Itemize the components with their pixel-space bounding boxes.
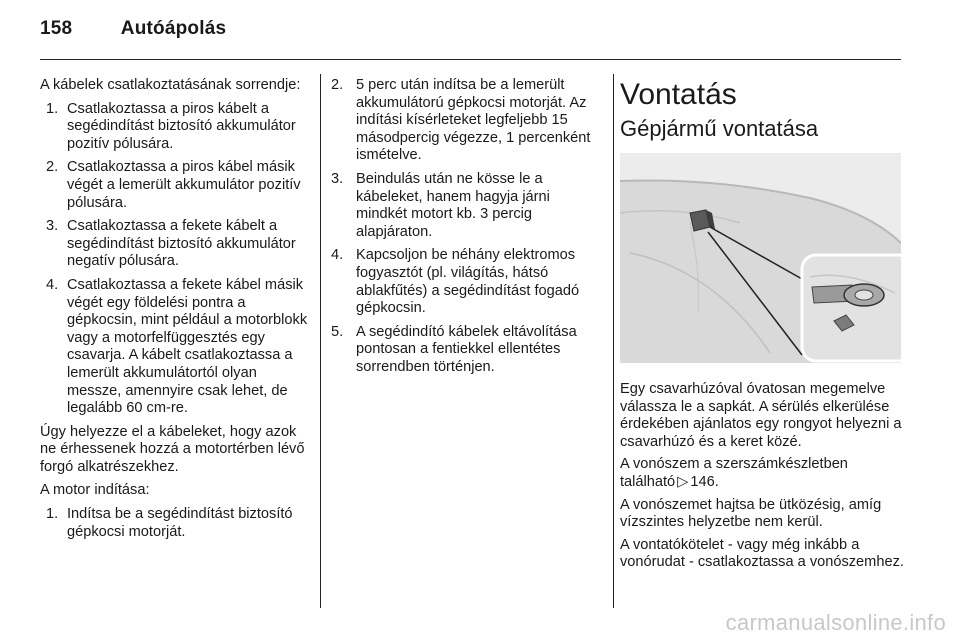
cable-placement-para: Úgy helyezze el a kábeleket, hogy azok ne érhessenek hozzá a motortérben lévő forgó alkatrészekhez.	[40, 423, 305, 475]
screwdriver-para: Egy csavarhúzóval óvatosan megemelve válassza le a sapkát. A sérülés elkerülése érdekében ajánlatos egy rongyot helyezni a csavarhúzó és a keret közé.	[620, 381, 902, 450]
column-middle	[331, 77, 605, 383]
list-item: 3. Beindulás után ne kösse le a kábeleket, hanem hagyja járni mindkét motort kb. 3 percig alapjáraton.	[331, 170, 550, 240]
subsection-heading: Gépjármű vontatása	[620, 116, 819, 141]
arrow-reference-icon: ▷	[677, 473, 689, 490]
page-number: 158	[40, 18, 73, 39]
section-heading: Vontatás	[620, 78, 737, 111]
tow-rope-para: A vontatókötelet - vagy még inkább a vonórudat - csatlakoztassa a vonószemhez.	[620, 536, 904, 571]
column-right	[620, 77, 905, 577]
page-reference[interactable]: 146.	[690, 473, 719, 490]
list-item: 2. 5 perc után indítsa be a lemerült akkumulátorú gépkocsi motorját. Az indítási kísérleteket legfeljebb 15 másodpercig végezze, 1 percenként ismételve.	[331, 77, 591, 164]
start-steps-list	[40, 506, 308, 541]
engine-start-title: A motor indítása:	[40, 482, 150, 499]
section-title: Autóápolás	[120, 18, 227, 39]
list-item: 2. Csatlakoztassa a piros kábel másik végét a lemerült akkumulátor pozitív pólusára.	[46, 159, 301, 211]
watermark: carmanualsonline.info	[725, 610, 946, 635]
towing-eye-location-para: A vonószem a szerszámkészletben található ▷ 146.	[620, 456, 848, 490]
column-left	[40, 77, 308, 547]
cable-order-intro: A kábelek csatlakoztatásának sorrendje:	[40, 77, 301, 93]
column-divider-1	[320, 74, 321, 608]
list-item: 1. Csatlakoztassa a piros kábelt a segédindítást biztosító akkumulátor pozitív pólusára.	[46, 100, 296, 152]
column-divider-2	[613, 74, 614, 608]
header-rule	[40, 59, 901, 60]
list-item: 1. Indítsa be a segédindítást biztosító gépkocsi motorját.	[46, 506, 293, 540]
list-item: 5. A segédindító kábelek eltávolítása pontosan a fentiekkel ellentétes sorrendben történjen.	[331, 323, 577, 375]
screw-in-para: A vonószemet hajtsa be ütközésig, amíg vízszintes helyzetbe nem kerül.	[620, 496, 882, 531]
list-item: 4. Kapcsoljon be néhány elektromos fogyasztót (pl. világítás, hátsó ablakfűtés) a segédindítást fogadó gépkocsin.	[331, 247, 580, 317]
start-steps-continued	[331, 77, 605, 377]
list-item: 4. Csatlakoztassa a fekete kábel másik végét egy földelési pontra a gépkocsin, mint például a motorblokk vagy a motorfelfüggesztés egy csavarja. A kábelt csatlakoztassa a lemerült akkumulátortól olyan messze, amennyire csak lehet, de legalább 60 cm-re.	[46, 276, 308, 417]
list-item: 3. Csatlakoztassa a fekete kábelt a segédindítást biztosító akkumulátor negatív pólusára.	[46, 218, 296, 270]
page-header	[40, 18, 226, 40]
cable-steps-list	[40, 101, 308, 418]
towing-eye-illustration	[620, 153, 901, 363]
